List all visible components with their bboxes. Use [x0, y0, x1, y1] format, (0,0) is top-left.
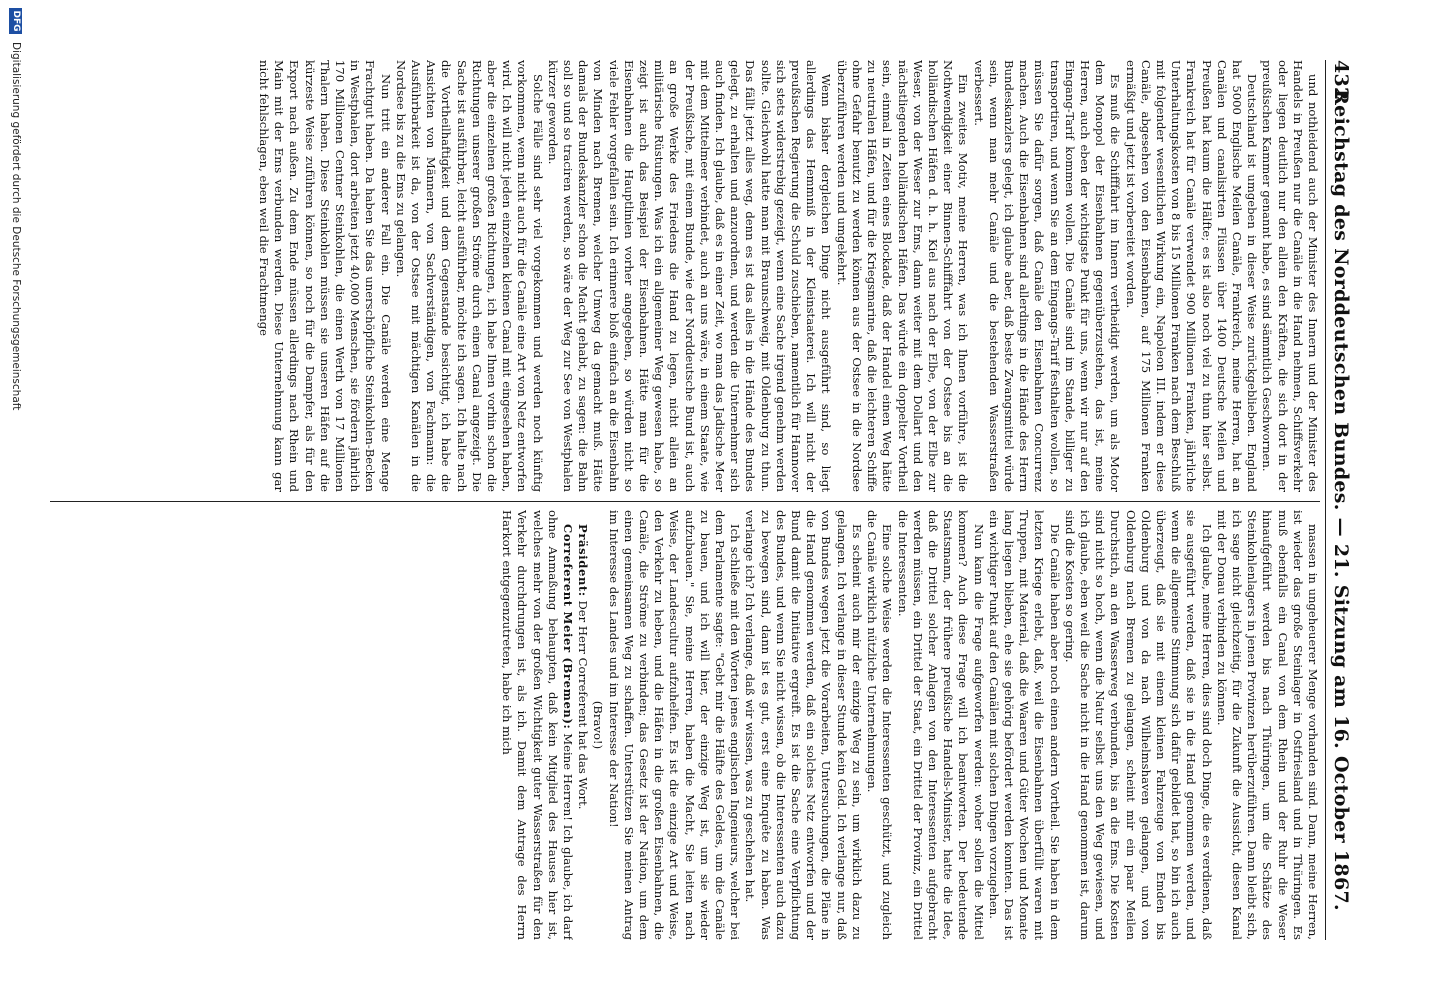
- page-number: 432: [1330, 60, 1352, 101]
- paragraph: Solche Fälle sind sehr viel vorgekommen und werden noch künftig vorkommen, wenn nicht auch für die Canäle eine Art von Netz entworfen wird. Ich will nicht jeden einzelnen kleinen Canal mit eingesehen haben, aber die einzelnen großen Richtungen, ich habe Ihnen vorhin schon die Richtungen unserer großen Ströme durch einen Canal angezeigt. Die Sache ist ausführbar, leicht ausführbar, möchte ich sagen. Ich halte nach die Vortheilhaftigkeit und dem Gegenstande besichtigt, ich habe die Ansichten von Männern, von Sachverständigen, von Fachmann: die Ausführbarkeit ist da, von der Ostsee mit mächtigen Kanälen in die Nordsee bis zu die Ems zu gelangen.: [393, 60, 545, 492]
- speaker-label: Präsident:: [576, 524, 591, 597]
- column-divider: [50, 501, 1320, 502]
- paragraph: Ein zweites Motiv, meine Herren, was ich Ihnen vorführe, ist die Nothwendigkeit einer Binnen-Schifffahrt von der Ostsee bis an die holländischen Häfen d. h. h. Kiel aus nach der Elbe, von der Elbe zur Weser, von der Weser zur Ems, dann weiter mit dem Dollart und den nächstliegenden holländischen Häfen. Das würde ein doppelter Vortheil sein, einmal in Zeiten eines Blockade, daß der Handel einen Weg hätte zu neutralen Häfen, und für die Kriegsmarine, daß die leichteren Schiffe ohne Gefahr benutzt zu werden können aus der Ostsee in die Nordsee überzuführen werden und umgekehrt.: [834, 60, 971, 492]
- paragraph: Es scheint auch mir der einzige Weg zu sein, um wirklich dazu zu gelangen. Ich verlange in dieser Stunde kein Geld. Ich verlange nur, daß von Bundes wegen jetzt die Vorarbeiten, Untersuchungen, die Pläne in die Hand genommen werden, daß ein solches Netz entworfen und der Bund damit die Initiative ergreift. Es ist die Sache eine Verpflichtung des Bundes, und wenn Sie nicht wissen, ob die Interessenten auch dazu zu bewegen sind, dann ist es gut, erst eine Enquête zu haben. Was verlange ich? Ich verlange, daß wir wissen, was zu geschehen hat.: [743, 510, 864, 940]
- president-statement: [575, 510, 590, 940]
- speaker-label: Correferent Meier (Bremen):: [561, 524, 576, 730]
- page-header: [1325, 60, 1360, 940]
- speech-text: Der Herr Correferent hat das Wort.: [576, 600, 591, 810]
- paragraph: massen in ungeheuerer Menge vorhanden sind. Dann, meine Herren, ist wieder das große Steinlager in Ostfriesland und in Thüringen. Es muß ebenfalls ein Canal von dem Rhein und der Ruhr die Weser hinaufgeführt werden bis nach Thüringen, um die Schätze des Steinkohlenlagers in jenen Provinzen herüberzuführen. Dann bleibt sich, ich sage nicht gleichzeitig, für die Zukunft die Aussicht, diesen Kanal mit der Donau verbinden zu können.: [1214, 510, 1320, 940]
- paragraph: Deutschland ist umgeben in dieser Weise zurückgeblieben. England hat 5000 Englische Meilen Canäle, Frankreich, meine Herren, hat an Canälen und canalisirten Flüssen über 1400 Deutsche Meilen und Preußen hat kaum die Hälfte; es ist also noch viel zu thun hier selbst. Frankreich hat für Canäle verwendet 900 Millionen Franken, jährliche Unterhaltungskosten von 8 bis 15 Millionen Franken nach dem Beschluß mit folgender wesentlichen Wirkung ein, Napoleon III. indem er diese Canäle, abgesehen von den Eisenbahnen, auf 175 Millionen Franken ermäßigt und jetzt ist vorbereitet worden.: [1123, 60, 1260, 492]
- paragraph: Die Canäle haben aber noch einen andern Vortheil. Sie haben in dem letzten Kriege erlebt, daß, weil die Eisenbahnen überfüllt waren mit Truppen, mit Material, daß die Waaren und Güter Wochen und Monate lang liegen blieben, ehe sie gehörig befördert werden konnten. Das ist ein wichtiger Punkt auf den Canälen mit solchen Dingen vorzugehen.: [986, 510, 1062, 940]
- running-title: Reichstag des Norddeutschen Bundes. — 21. Sitzung am 16. October 1867.: [1330, 89, 1352, 911]
- applause-note: (Bravo!): [591, 700, 606, 750]
- dfg-logo: DFG: [9, 8, 22, 34]
- coreferent-statement: [499, 510, 575, 940]
- speech-text: Meine Herren! Ich glaube, ich darf ohne Anmaßung behaupten, daß kein Mitglied des Hauses hier ist, welches mehr von der großen Wichtigkeit guter Wasserstraßen für den Verkehr durchdrungen ist, als ich. Damit dem Antrage des Herrn Harkort entgegenzutreten, habe ich mich: [500, 510, 576, 940]
- paragraph: Nun kann die Frage aufgeworfen werden: woher sollen die Mittel kommen? Auch diese Frage will ich beantworten. Der bedeutende Staatsmann, der frühere preußische Handels-Minister, hatte die Idee, daß die Drittel solcher Anlagen von den Interessenten aufgebracht werden müssen, ein Drittel der Staat, ein Drittel der Provinz, ein Drittel die Interessenten.: [895, 510, 986, 940]
- left-column: [50, 60, 1320, 492]
- paragraph: Nun tritt ein anderer Fall ein. Die Canäle werden eine Menge Frachtgut haben. Da haben Sie das unerschöpfliche Steinkohlen-Becken in Westphalen, dort arbeiten jetzt 40,000 Menschen, sie fördern jährlich 170 Millionen Centner Steinkohlen, die einen Werth von 17 Millionen Thalern haben. Diese Steinkohlen müssen sie unseren Häfen auf die kürzeste Weise zuführen können, so noch für die Dampfer, als für den Export nach außen. Zu dem Ende müssen allerdings nach Rhein und Main mit der Ems verbunden werden. Diese Unternehmung kann gar nicht fehlschlagen, eben weil die Frachtmenge: [256, 60, 393, 492]
- paragraph: Ich schließe mit den Worten jenes englischen Ingenieurs, welcher bei dem Parlamente sagte: "Gebt mir die Hälfte des Geldes, um die Canäle zu bauen, und ich will hier, der einzige Weg ist, um sie wieder aufzubauen." Sie, meine Herren, haben die Macht, Sie leiten nach Weise, der Landescultur aufzuhelfen. Es ist die einzige Art und Weise, den Verkehr zu heben, und die Häfen in die großen Eisenbahnen, die Canäle, die Ströme zu verbinden; das Gesetz ist der Nation, um dem einen gemeinsamen Weg zu schaffen. Unterstützen Sie meinen Antrag im Interesse des Landes und im Interesse der Nation!: [606, 510, 743, 940]
- digitization-credit: [4, 0, 24, 1000]
- credit-text: Digitalisierung gefördert durch die Deutsche Forschungsgemeinschaft: [10, 42, 22, 411]
- paragraph: Es muß die Schifffahrt im Innern vertheidigt werden, um als Motor dem Monopol der Eisenbahnen gegenüberzustehen, das ist, meine Herren, auch eben der wichtigste Punkt für uns, wenn wir nur auf den Eingang-Tarif kommen wollen. Die Canäle sind im Stande, billiger zu transportiren, und wenn Sie an dem Eingangs-Tarif festhalten wollen, so müssen Sie dafür sorgen, daß Canäle den Eisenbahnen Concurrenz machen. Auch die Eisenbahnen sind allerdings in die Hände des Herrn Bundeskanzlers gelegt, ich glaube aber, daß beste Zwangsmittel würde sein, wenn man mehr Canäle und die bestehenden Wasserstraßen verbessert.: [971, 60, 1123, 492]
- paragraph: Ich glaube, meine Herren, dies sind doch Dinge, die es verdienen, daß sie ausgeführt werden, daß sie in die Hand genommen werden, und wenn die allgemeine Stimmung sich dafür gebildet hat, so bin ich auch überzeugt, daß sie mit einem kleinen Fahrzeuge von Emden bis Oldenburg und von da nach Wilhelmshaven gelangen, und von Oldenburg nach Bremen zu gelangen, scheint mir ein paar Meilen Durchstich, an den Wasserweg verbunden, bis an die Ems. Die Kosten sind nicht so hoch, wenn die Natur selbst uns den Weg gewiesen, und ich glaube, eben weil die Sache nicht in die Hand genommen ist, darum sind die Kosten so gering.: [1062, 510, 1214, 940]
- right-column: [50, 510, 1320, 940]
- paragraph: Wenn bisher dergleichen Dinge nicht ausgeführt sind, so liegt allerdings das Hemmniß in der Kleinstaaterei. Ich will nicht der preußischen Regierung die Schuld zuschieben, namentlich für Hannover sich stets widerstrebig gezeigt, wenn eine Sache irgend genehm werden sollte. Gleichwohl hatte man mit Braunschweig, mit Oldenburg zu thun. Das fällt jetzt alles weg, denn es ist das alles in die Hände des Bundes gelegt, zu erhalten und anzuordnen, und werden die Unternehmer sich auch finden. Ich glaube, daß es in einer Zeit, wo man das Jadische Meer mit dem Mittelmeer verbindet, auch an uns wäre, in einem Staate, wie der Preußische, mit einem Bunde, wie der Norddeutsche Bund ist, auch an große Werke des Friedens die Hand zu legen, nicht allein an militärische Rüstungen. Was ich ein allgemeiner Weg gewesen habe, so zeigt ist auch das Beispiel der Eisenbahnen. Hätte man für die Eisenbahnen die Hauptlinien vorher angegeben, so würden nicht so viele Fehler vorgefallen sein. Ich erinnere bloß einfach an die Eisenbahn von Minden nach Bremen, welcher Umweg da gemacht muß. Hätte damals der Bundeskanzler schon die Macht gehabt, zu sagen: die Bahn soll so und so traciren werden, so wäre der Weg zur See von Westphalen kürzer geworden.: [545, 60, 834, 492]
- paragraph: und nothleidend auch der Minister des Innern und der Minister des Handels in Preußen nur die Canäle in die Hand nehmen, Schiffsverkehr oder liegen deutlich nur den allein den Kräften, die sich dort in der preußischen Kammer genannt habe, es sind sämmtlich Geschwornen.: [1260, 60, 1320, 492]
- paragraph: Eine solche Weise werden die Interessenten geschützt, und zugleich die Canäle wirklich nützliche Unternehmungen.: [865, 510, 895, 940]
